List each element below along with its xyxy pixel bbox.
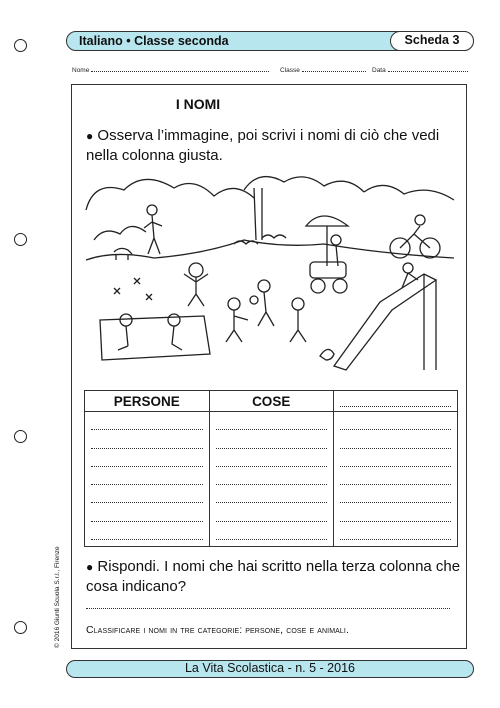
column-header-blank[interactable]	[333, 391, 457, 412]
question-text	[86, 557, 466, 597]
answer-dotted-line[interactable]	[86, 596, 450, 609]
instruction-label: Osserva l’immagine, poi scrivi i nomi di ciò che vedi nella colonna giusta.	[86, 127, 440, 164]
cose-cell[interactable]	[209, 412, 333, 547]
bullet-icon: ●	[86, 129, 94, 143]
table-row	[85, 412, 458, 547]
park-illustration	[84, 170, 456, 382]
sheet-badge: Scheda 3	[390, 31, 474, 51]
name-dotted-line[interactable]	[91, 65, 269, 72]
column-header-persone: PERSONE	[85, 391, 210, 412]
persone-cell[interactable]	[85, 412, 210, 547]
question-label: Rispondi. I nomi che hai scritto nella terza colonna che cosa indicano?	[86, 558, 461, 595]
punch-hole-3	[14, 430, 27, 443]
exercise-title: I NOMI	[175, 96, 221, 112]
punch-hole-4	[14, 621, 27, 634]
class-field	[280, 65, 366, 74]
name-field	[72, 65, 269, 74]
header-bar	[66, 31, 474, 51]
name-label: Nome	[72, 67, 90, 74]
footer-bar: La Vita Scolastica - n. 5 - 2016	[66, 660, 474, 678]
table-header-row	[85, 391, 458, 412]
copyright-text: © 2016 Giunti Scuola S.r.l., Firenze	[54, 546, 61, 648]
teacher-note: Classificare i nomi in tre categorie: persone, cose e animali.	[86, 624, 349, 636]
date-label: Data	[372, 67, 386, 74]
third-column-cell[interactable]	[333, 412, 457, 547]
subject-title: Italiano • Classe seconda	[79, 34, 229, 48]
blank-header-dotted-line[interactable]	[340, 395, 451, 407]
classification-table	[84, 390, 458, 547]
class-label: Classe	[280, 67, 300, 74]
bullet-icon: ●	[86, 560, 94, 574]
punch-hole-1	[14, 39, 27, 52]
punch-hole-2	[14, 233, 27, 246]
date-dotted-line[interactable]	[388, 65, 468, 72]
date-field	[372, 65, 468, 74]
instruction-text	[86, 126, 466, 166]
column-header-cose: COSE	[209, 391, 333, 412]
class-dotted-line[interactable]	[302, 65, 366, 72]
